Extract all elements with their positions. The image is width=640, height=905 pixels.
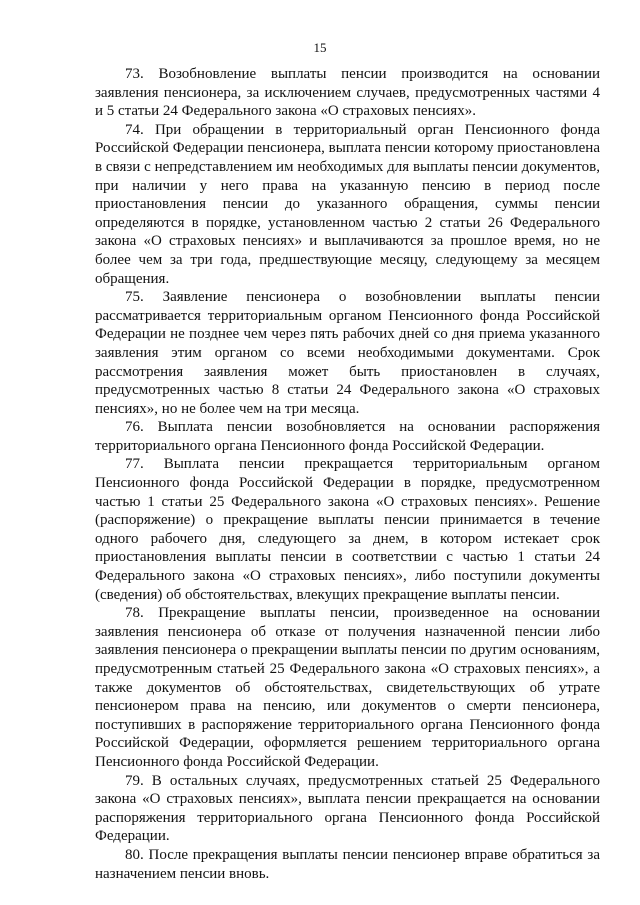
document-body [95,65,600,883]
page-number: 15 [313,40,327,55]
paragraph-73: 73. Возобновление выплаты пенсии производится на основании заявления пенсионера, за исключением случаев, предусмотренных частями 4 и 5 статьи 24 Федерального закона «О страховых пенсиях». [95,66,600,120]
paragraph-78: 78. Прекращение выплаты пенсии, произведенное на основании заявления пенсионера об отказе от получения назначенной пенсии либо заявления пенсионера о прекращении выплаты пенсии по другим основаниям, предусмотренным статьей 25 Федерального закона «О страховых пенсиях», а также документов об обстоятельствах, свидетельствующих об утрате пенсионером права на пенсию, или документов о смерти пенсионера, поступивших в распоряжение территориального органа Пенсионного фонда Российской Федерации, оформляется решением территориального органа Пенсионного фонда Российской Федерации. [95,605,600,770]
paragraph-79: 79. В остальных случаях, предусмотренных статьей 25 Федерального закона «О страховых пенсиях», выплата пенсии прекращается на основании распоряжения территориального органа Пенсионного фонда Российской Федерации. [95,772,600,845]
paragraph-75: 75. Заявление пенсионера о возобновлении выплаты пенсии рассматривается территориальным органом Пенсионного фонда Российской Федерации не позднее чем через пять рабочих дней со дня приема указанного заявления этим органом со всеми необходимыми документами. Срок рассмотрения заявления может быть приостановлен в случаях, предусмотренных частью 8 статьи 24 Федерального закона «О страховых пенсиях», но не более чем на три месяца. [95,289,600,417]
paragraph-80: 80. После прекращения выплаты пенсии пенсионер вправе обратиться за назначением пенсии вновь. [95,846,600,882]
paragraph-76: 76. Выплата пенсии возобновляется на основании распоряжения территориального органа Пенсионного фонда Российской Федерации. [95,419,600,454]
paragraph-74: 74. При обращении в территориальный орган Пенсионного фонда Российской Федерации пенсионера, выплата пенсии которому приостановлена в связи с непредставлением им необходимых для выплаты пенсии документов, при наличии у него права на указанную пенсию в период после приостановления пенсии до указанного обращения, суммы пенсии определяются в порядке, установленном частью 2 статьи 26 Федерального закона «О страховых пенсиях» и выплачиваются за прошлое время, но не более чем за три года, предшествующие месяцу, следующему за месяцем обращения. [95,121,600,287]
paragraph-77: 77. Выплата пенсии прекращается территориальным органом Пенсионного фонда Российской Федерации в порядке, предусмотренном частью 1 статьи 25 Федерального закона «О страховых пенсиях». Решение (распоряжение) о прекращение выплаты пенсии принимается в течение одного рабочего дня, следующего за днем, в котором истекает срок приостановления выплаты пенсии в соответствии с частью 1 статьи 24 Федерального закона «О страховых пенсиях», либо поступили документы (сведения) об обстоятельствах, влекущих прекращение выплаты пенсии. [95,456,600,603]
